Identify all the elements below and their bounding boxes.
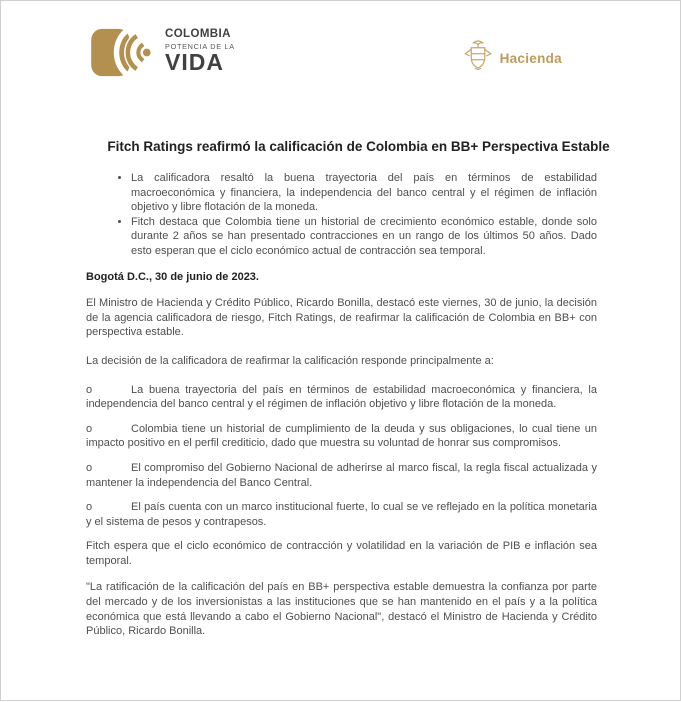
brand-colombia-text (165, 27, 235, 74)
document-page (1, 1, 681, 702)
brand-line-potencia: POTENCIA DE LA (165, 42, 235, 51)
colombia-potencia-vida-logo (91, 27, 235, 83)
o-list-item (86, 461, 597, 490)
dateline: Bogotá D.C., 30 de junio de 2023. (86, 270, 259, 283)
header (1, 1, 681, 89)
o-list-item (86, 383, 597, 412)
bullet-item: • Fitch destaca que Colombia tiene un historial de crecimiento económico estable, donde solo durante 2 años se han presentado contracciones en un rango de los últimos 50 años. Dado esto esperan que el ciclo económico actual de contracción sea temporal. (131, 215, 597, 259)
paragraph-fitch-expectation: Fitch espera que el ciclo económico de contracción y volatilidad en la variación de PIB e inflación sea temporal. (86, 540, 597, 567)
summary-bullet-list (86, 171, 597, 259)
document-title: Fitch Ratings reafirmó la calificación de Colombia en BB+ Perspectiva Estable (107, 139, 610, 154)
o-marker: o (86, 422, 93, 435)
o-item-text: El país cuenta con un marco institucional fuerte, lo cual se ve reflejado en la política monetaria y el sistema de pesos y contrapesos. (86, 501, 597, 528)
press-release-body (1, 137, 681, 639)
brand-line-colombia: COLOMBIA (165, 28, 231, 40)
o-marker: o (86, 461, 93, 474)
hacienda-logo (463, 38, 562, 79)
paragraph-minister-quote: "La ratificación de la calificación del país en BB+ perspectiva estable demuestra la confianza por parte del mercado y de los inversionistas a las instituciones que se han mantenido en el país y a la política económica que está llevando a cabo el Gobierno Nacional", destacó el Ministro de Hacienda y Crédito Público, Ricardo Bonilla. (86, 581, 597, 638)
paragraph-reasons-lead: La decisión de la calificadora de reafirmar la calificación responde principalmente a: (86, 354, 494, 367)
o-item-text: La buena trayectoria del país en términos de estabilidad macroeconómica y financiera, la independencia del banco central y el régimen de inflación objetivo y libre flotación de la moneda. (86, 383, 597, 411)
hacienda-label: Hacienda (499, 51, 562, 66)
o-item-text: Colombia tiene un historial de cumplimiento de la deuda y sus obligaciones, lo cual tiene un impacto positivo en el perfil crediticio, dado que muestra su voluntad de honrar sus compromisos. (86, 422, 597, 450)
coat-of-arms-icon (463, 38, 493, 79)
o-marker: o (86, 383, 93, 396)
o-list-item (86, 422, 597, 451)
o-item-text: El compromiso del Gobierno Nacional de adherirse al marco fiscal, la regla fiscal actualizada y mantener la independencia del Banco Central. (86, 461, 597, 489)
colombia-logo-icon (91, 27, 157, 83)
bullet-item: • La calificadora resaltó la buena trayectoria del país en términos de estabilidad macroeconómica y financiera, la independencia del banco central y el régimen de inflación objetivo y libre flotación de la moneda. (131, 171, 597, 215)
o-list-item (86, 500, 597, 529)
paragraph-intro: El Ministro de Hacienda y Crédito Público, Ricardo Bonilla, destacó este viernes, 30 de junio, la decisión de la agencia calificadora de riesgo, Fitch Ratings, de reafirmar la calificación de Colombia en BB+ con perspectiva estable. (86, 297, 597, 339)
o-marker: o (86, 501, 93, 514)
brand-line-vida: VIDA (165, 49, 224, 76)
